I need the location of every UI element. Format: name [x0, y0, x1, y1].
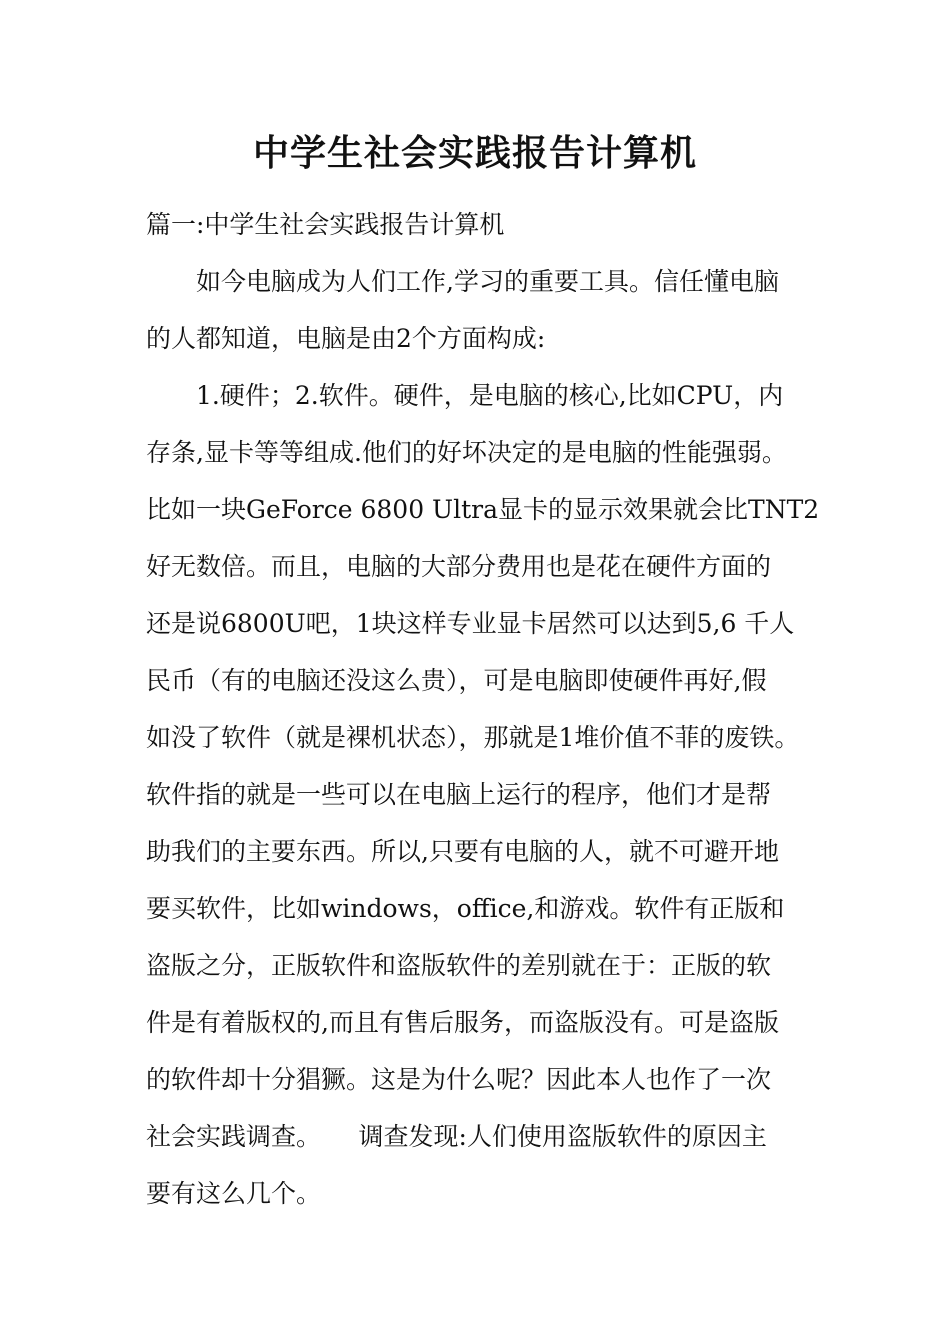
document-body	[146, 196, 820, 1222]
paragraph-line: 存条,显卡等等组成.他们的好坏决定的是电脑的性能强弱。	[146, 438, 787, 467]
paragraph-line: 软件指的就是一些可以在电脑上运行的程序，他们才是帮	[146, 780, 772, 809]
document-title: 中学生社会实践报告计算机	[252, 132, 697, 174]
subheading: 篇一:中学生社会实践报告计算机	[146, 210, 505, 239]
paragraph-line: 要有这么几个。	[146, 1179, 322, 1208]
paragraph-line: 件是有着版权的,而且有售后服务，而盗版没有。可是盗版	[146, 1008, 779, 1037]
paragraph-line: 比如一块GeForce 6800 Ultra显卡的显示效果就会比TNT2	[146, 495, 820, 524]
paragraph-line: 如没了软件（就是裸机状态），那就是1堆价值不菲的废铁。	[146, 723, 800, 752]
paragraph-line: 1.硬件；2.软件。硬件，是电脑的核心,比如CPU，内	[196, 381, 784, 410]
paragraph-line: 好无数倍。而且，电脑的大部分费用也是花在硬件方面的	[146, 552, 772, 581]
paragraph-line: 社会实践调查。 调查发现:人们使用盗版软件的原因主	[146, 1122, 767, 1151]
paragraph-line: 民币（有的电脑还没这么贵），可是电脑即使硬件再好,假	[146, 666, 767, 695]
paragraph-line: 还是说6800U吧，1块这样专业显卡居然可以达到5,6 千人	[146, 609, 795, 638]
paragraph-line: 助我们的主要东西。所以,只要有电脑的人，就不可避开地	[146, 837, 779, 866]
paragraph-line: 的软件却十分猖獗。这是为什么呢？因此本人也作了一次	[146, 1065, 772, 1094]
paragraph-line: 的人都知道，电脑是由2个方面构成:	[146, 324, 546, 353]
paragraph-line: 如今电脑成为人们工作,学习的重要工具。信任懂电脑	[196, 267, 779, 296]
paragraph-line: 要买软件，比如windows，office,和游戏。软件有正版和	[146, 894, 785, 923]
paragraph-line: 盗版之分，正版软件和盗版软件的差别就在于：正版的软	[146, 951, 772, 980]
